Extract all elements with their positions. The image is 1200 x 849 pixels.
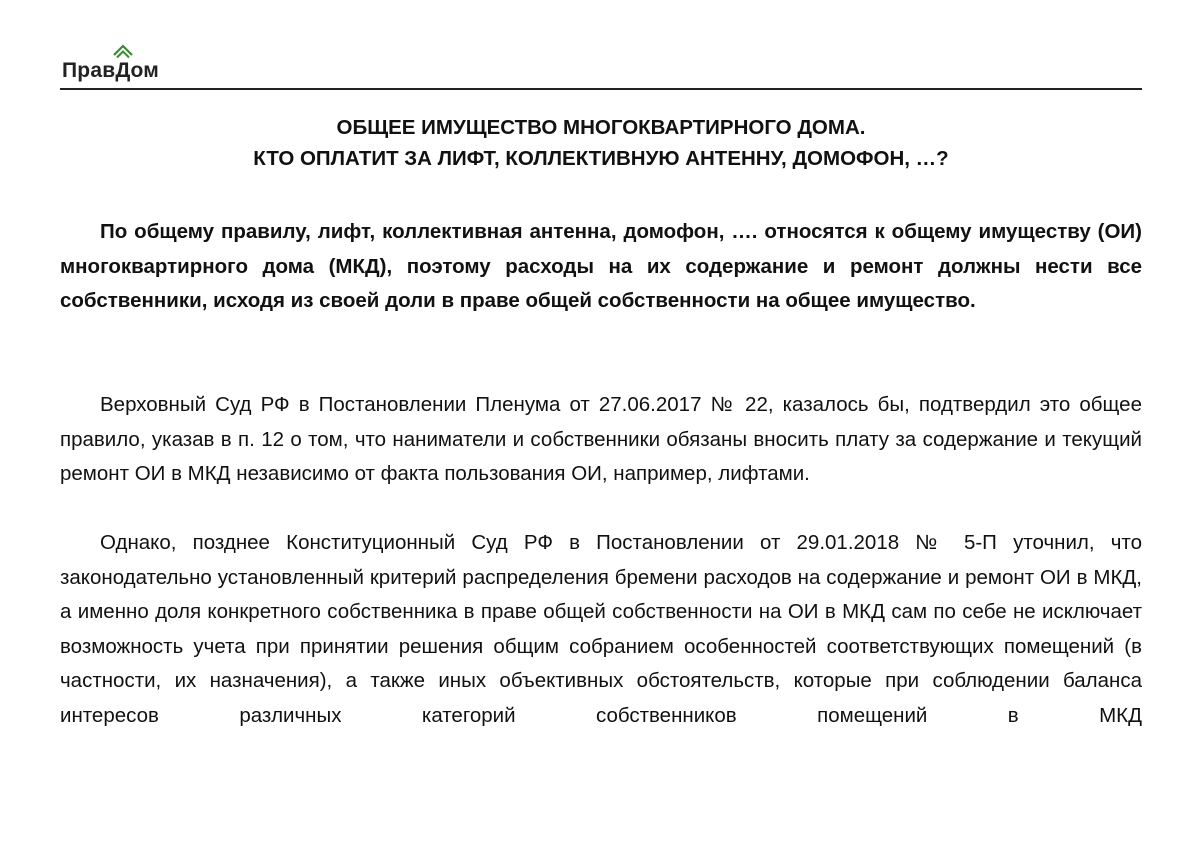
- logo-mark: [115, 59, 130, 83]
- logo-text-left: Прав: [62, 59, 116, 82]
- supreme-court-paragraph: Верховный Суд РФ в Постановлении Пленума от 27.06.2017 № 22, казалось бы, подтвердил это общее правило, указав в п. 12 о том, что наниматели и собственники обязаны вносить плату за содержание и текущий ремонт ОИ в МКД независимо от факта пользования ОИ, например, лифтами.: [60, 393, 1142, 485]
- title-line-1: ОБЩЕЕ ИМУЩЕСТВО МНОГОКВАРТИРНОГО ДОМА.: [336, 116, 866, 139]
- document-title: [60, 112, 1142, 174]
- pravdom-logo: [62, 59, 159, 83]
- logo-text-right: ом: [130, 59, 159, 82]
- constitutional-court-paragraph: Однако, позднее Конституционный Суд РФ в Постановлении от 29.01.2018 № 5-П уточнил, что законодательно установленный критерий распределения бремени расходов на содержание и ремонт ОИ в МКД, а именно доля конкретного собственника в праве общей собственности на ОИ в МКД сам по себе не исключает возможность учета при принятии решения общим собранием особенностей соответствующих помещений (в частности, их назначения), а также иных объективных обстоятельств, которые при соблюдении баланса интересов различных категорий собственников помещений в МКД: [60, 531, 1142, 727]
- logo-text-mark: Д: [115, 59, 131, 82]
- summary-paragraph: По общему правилу, лифт, коллективная антенна, домофон, …. относятся к общему имуществу (ОИ) многоквартирного дома (МКД), поэтому расходы на их содержание и ремонт должны нести все собственники, исходя из своей доли в праве общей собственности на общее имущество.: [60, 220, 1142, 312]
- page-header: [60, 44, 1142, 90]
- house-roof-icon: [112, 41, 134, 59]
- title-line-2: КТО ОПЛАТИТ ЗА ЛИФТ, КОЛЛЕКТИВНУЮ АНТЕННУ, ДОМОФОН, …?: [253, 147, 949, 170]
